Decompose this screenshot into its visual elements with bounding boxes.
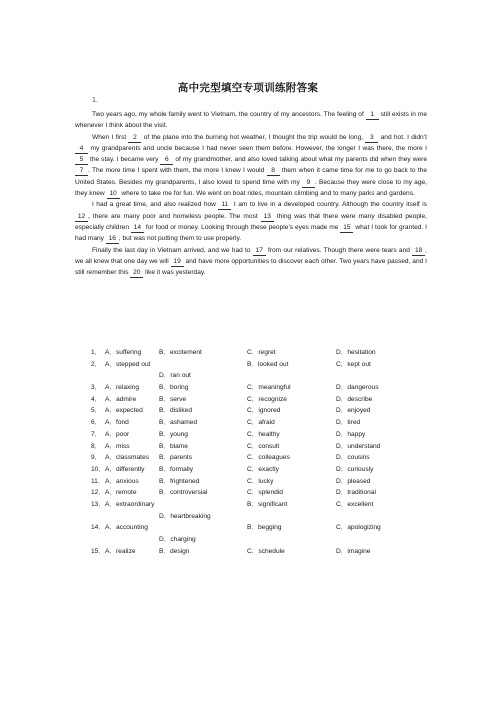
option-choice: A．differently <box>105 465 145 473</box>
blank-6: 6 <box>160 155 173 165</box>
passage-text: , we all knew that one day we will <box>75 246 427 265</box>
option-choice: D．describe <box>336 395 373 403</box>
option-choice: B．controversial <box>159 489 208 497</box>
option-number: 2． <box>91 360 102 368</box>
option-choice: A．relaxing <box>105 384 140 392</box>
option-choice: C．consult <box>247 442 280 450</box>
option-choice: B．blame <box>159 442 188 450</box>
cloze-passage <box>75 109 427 278</box>
option-choice: D．curiously <box>336 465 374 473</box>
option-choice: C．recognize <box>247 395 287 403</box>
option-choice: C．colleagues <box>247 454 290 462</box>
passage-paragraph <box>75 199 427 244</box>
passage-text: and hot. I didn’t <box>378 133 427 141</box>
option-choice: D．pleased <box>336 477 371 485</box>
option-choice: A．accounting <box>105 524 148 532</box>
option-choice: C．afraid <box>247 419 275 427</box>
option-number: 4． <box>91 395 102 403</box>
option-row <box>75 545 435 557</box>
option-choice: B．design <box>159 547 190 555</box>
option-choice: A．miss <box>105 442 130 450</box>
passage-paragraph <box>75 132 427 200</box>
passage-text: When I first <box>92 133 129 141</box>
blank-2: 2 <box>128 133 141 143</box>
blank-11: 11 <box>218 200 231 210</box>
option-choice: A．realize <box>105 547 136 555</box>
passage-text: , there are many poor and homeless people. The most <box>88 212 261 220</box>
option-choice: D．dangerous <box>336 384 379 392</box>
option-choice: A．extraordinary <box>105 500 155 508</box>
option-choice: B．young <box>159 430 188 438</box>
option-choice: C．healthy <box>247 430 280 438</box>
option-number: 11． <box>91 477 105 485</box>
option-number: 1． <box>91 349 102 356</box>
option-row <box>75 498 435 510</box>
option-number: 15． <box>91 547 105 555</box>
option-choice: B．frightened <box>159 477 200 485</box>
option-choice: C．ignored <box>247 407 281 415</box>
option-choice: A．stepped out <box>105 360 151 368</box>
passage-text: what I took for granted. I had many <box>75 223 428 243</box>
option-choice: C．exactly <box>247 465 279 473</box>
option-choice: D．traditional <box>336 489 376 497</box>
option-row <box>75 486 435 498</box>
blank-4: 4 <box>75 144 88 154</box>
passage-text: and have more opportunities to discover each other. Two years have passed, and I still remember this <box>75 257 427 277</box>
option-row <box>75 393 435 405</box>
option-choice: A．fond <box>105 419 129 427</box>
option-number: 9． <box>91 454 102 462</box>
option-row <box>75 381 435 393</box>
option-choice: A．anxious <box>105 477 139 485</box>
option-row <box>75 416 435 428</box>
blank-12: 12 <box>75 212 88 222</box>
option-choice: C．lucky <box>247 477 274 485</box>
option-choice: D．ran out <box>159 372 191 380</box>
blank-9: 9 <box>302 178 315 188</box>
option-choice: B．looked out <box>247 360 289 368</box>
option-choice: B．disliked <box>159 407 192 415</box>
option-choice: D．hesitation <box>336 349 376 356</box>
blank-19: 19 <box>171 257 184 267</box>
option-choice: B．boring <box>159 384 189 392</box>
option-number: 8． <box>91 442 102 450</box>
passage-text: my grandparents and uncle because I had never seen them before. However, the longer I was there, the more I <box>88 144 427 152</box>
blank-10: 10 <box>107 189 120 199</box>
answer-options <box>75 346 435 556</box>
option-choice: A．remote <box>105 489 137 497</box>
option-choice: B．significant <box>247 500 288 508</box>
option-choice: A．poor <box>105 430 130 438</box>
option-row <box>75 404 435 416</box>
passage-text: , but was not putting them to use properly. <box>118 235 242 243</box>
option-number: 12． <box>91 489 105 497</box>
option-row <box>75 451 435 463</box>
option-choice: C．regret <box>247 349 276 356</box>
option-row <box>75 510 435 522</box>
blank-8: 8 <box>267 166 280 176</box>
passage-text: where to take me for fun. We went on boat rides, mountain climbing and to many parks and gardens. <box>119 190 415 198</box>
passage-text: Finally the last day in Vietnam arrived, and we had to <box>92 246 253 254</box>
passage-text: like it was yesterday. <box>143 269 206 277</box>
blank-3: 3 <box>365 133 378 143</box>
option-row <box>75 428 435 440</box>
option-choice: B．excitement <box>159 349 202 356</box>
passage-text: from our relatives. Though there were tears and <box>265 246 413 254</box>
option-choice: C．splendid <box>247 489 283 497</box>
option-choice: B．formally <box>159 465 194 473</box>
passage-text: . Because they were close to my age, they knew <box>75 178 427 198</box>
passage-text: thing was that there were many disabled people, especially children <box>75 212 427 231</box>
blank-18: 18 <box>412 246 425 256</box>
passage-text: I had a great time, and also realized how <box>92 201 219 209</box>
passage-text: of my grandmother, and also loved talking about what my parents did when they were <box>173 156 428 164</box>
option-choice: A．expected <box>105 407 143 415</box>
option-choice: C．schedule <box>247 547 285 555</box>
passage-paragraph <box>75 109 427 132</box>
option-row <box>75 358 435 370</box>
passage-text: Two years ago, my whole family went to Vietnam, the country of my ancestors. The feeling of <box>92 111 366 118</box>
option-number: 6． <box>91 419 102 427</box>
passage-text: . The more time I spent with them, the more I knew I would <box>88 167 267 175</box>
blank-13: 13 <box>261 212 274 222</box>
option-choice: D．cousins <box>336 454 370 462</box>
passage-text: of the plane into the burning hot weather, I thought the trip would be long, <box>141 133 366 141</box>
passage-paragraph <box>75 245 427 279</box>
option-row <box>75 521 435 533</box>
option-choice: C．apologizing <box>336 524 381 532</box>
passage-text: I am to live in a developed country. Although the country itself is <box>231 201 428 209</box>
passage-text: the stay. I became very <box>88 156 161 164</box>
option-row <box>75 346 435 358</box>
blank-1: 1 <box>366 110 379 120</box>
blank-20: 20 <box>130 268 143 278</box>
option-choice: D．imagine <box>336 547 371 555</box>
blank-5: 5 <box>75 155 88 165</box>
option-number: 5． <box>91 407 102 415</box>
option-choice: D．charging <box>159 536 196 543</box>
option-row <box>75 533 435 545</box>
option-choice: C．excellent <box>336 500 374 508</box>
option-row <box>75 463 435 475</box>
option-number: 10． <box>91 465 105 473</box>
passage-text: still exists in me whenever I think about the visit. <box>75 111 427 130</box>
option-choice: B．begging <box>247 524 282 532</box>
option-number: 13． <box>91 500 105 508</box>
blank-16: 16 <box>106 234 119 244</box>
option-row <box>75 369 435 381</box>
option-choice: D．tired <box>336 419 361 427</box>
blank-17: 17 <box>253 246 266 256</box>
blank-15: 15 <box>340 223 353 233</box>
option-choice: A．classmates <box>105 454 149 462</box>
option-choice: A．suffering <box>105 349 142 356</box>
option-choice: B．ashamed <box>159 419 198 427</box>
page-title: 高中完型填空专项训练附答案 <box>177 82 319 94</box>
option-choice: C．kept out <box>336 360 371 368</box>
blank-7: 7 <box>75 166 88 176</box>
option-number: 7． <box>91 430 102 438</box>
option-row <box>75 475 435 487</box>
option-choice: D．enjoyed <box>336 407 371 415</box>
option-choice: D．understand <box>336 442 381 450</box>
passage-text: them when it came time for me to go back to the United States. Besides my grandparents, I also loved to spend time with my <box>75 167 427 186</box>
option-choice: C．meaningful <box>247 384 291 392</box>
option-number: 3． <box>91 384 102 392</box>
option-choice: B．parents <box>159 454 192 462</box>
question-number: 1. <box>92 97 98 104</box>
passage-text: for food or money. Looking through these people’s eyes made me <box>143 223 341 231</box>
option-choice: B．serve <box>159 395 187 403</box>
option-choice: A．admire <box>105 395 137 403</box>
blank-14: 14 <box>131 223 144 233</box>
option-row <box>75 440 435 452</box>
option-number: 14． <box>91 524 105 532</box>
option-choice: D．happy <box>336 430 366 438</box>
option-choice: D．heartbreaking <box>159 512 211 520</box>
